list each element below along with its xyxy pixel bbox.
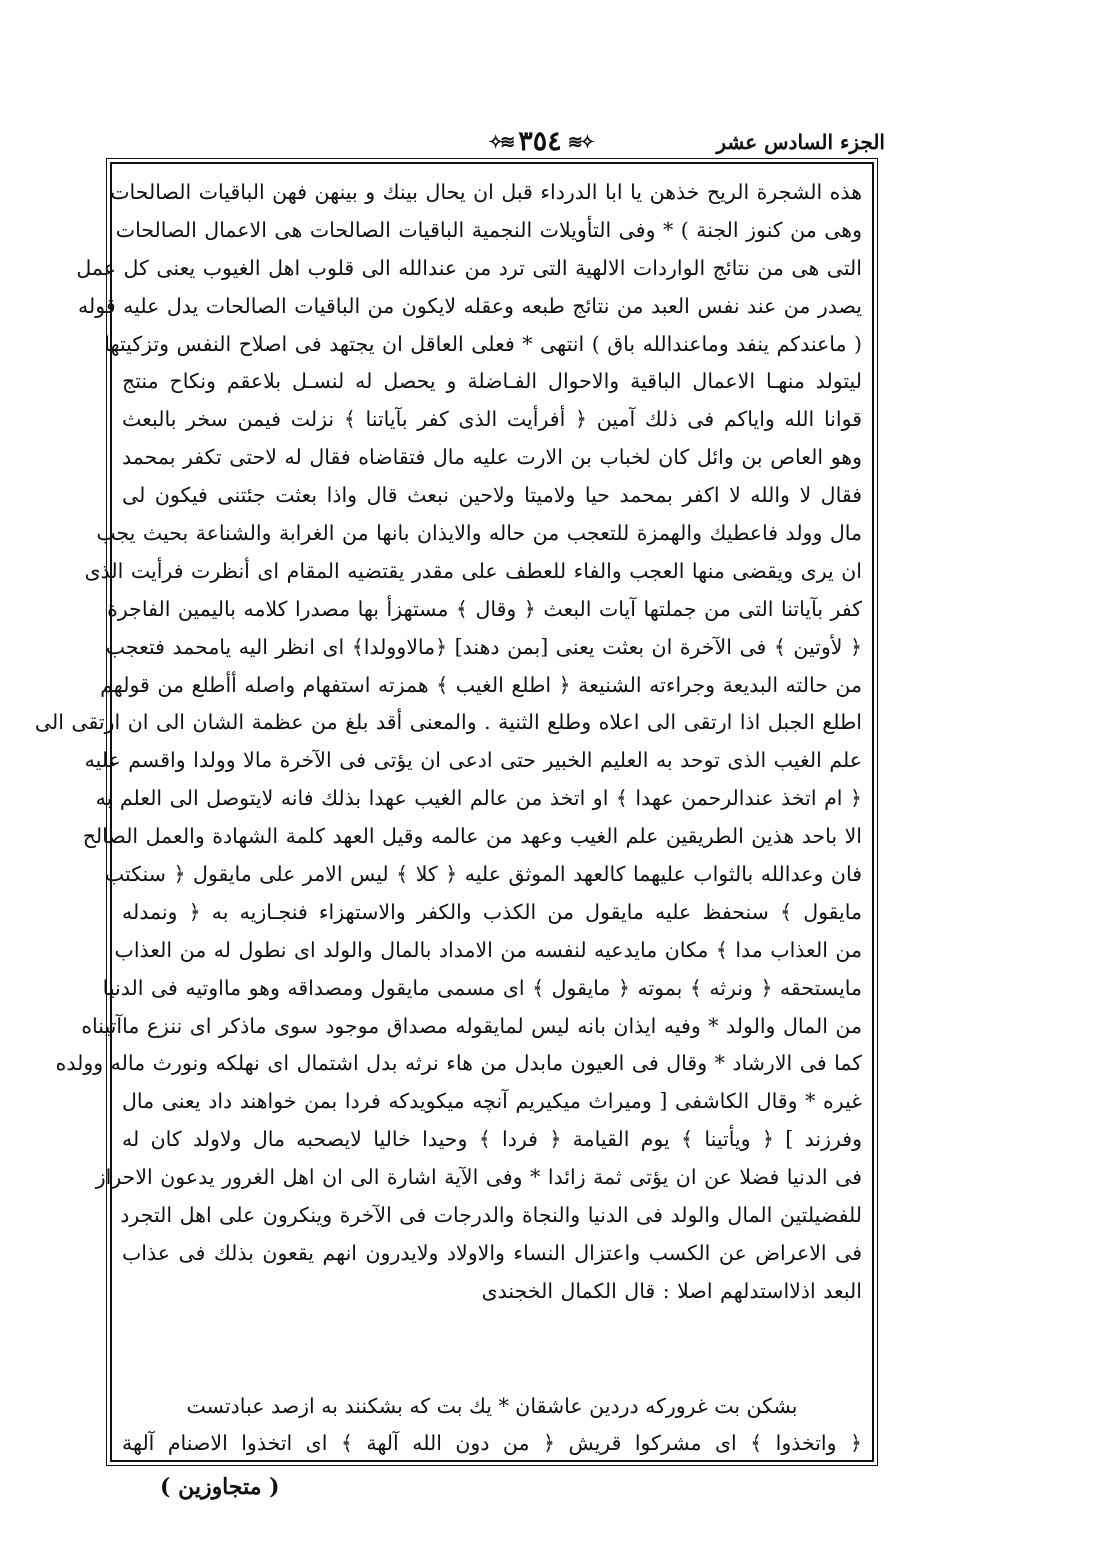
left-ornament: ✧≋ bbox=[567, 132, 592, 153]
catchword: ( متجاوزين ) bbox=[160, 1474, 280, 1500]
text-line: وفرزند ] ﴿ ويأتينا ﴾ يوم القيامة ﴿ فردا ﴾ وحيدا خاليا لايصحبه مال ولاولد كان له bbox=[122, 1127, 862, 1152]
page-header bbox=[110, 124, 885, 164]
running-head: الجزء السادس عشر bbox=[716, 130, 885, 154]
text-line: كما فى الارشاد * وقال فى العيون مابدل من هاء نرثه بدل اشتمال اى نهلكه ونورث ماله وولده bbox=[55, 1051, 862, 1076]
text-line: ليتولد منهـا الاعمال الباقية والاحوال الفـاضلة و يحصل له لنسـل بلاعقم ونكاح منتج bbox=[122, 369, 862, 394]
text-line: غيره * وقال الكاشفى [ وميراث ميكيريم آنچه ميكويدكه فردا بمن خواهند داد يعنى مال bbox=[122, 1089, 862, 1114]
text-line: علم الغيب الذى توحد به العليم الخبير حتى ادعى ان يؤتى فى الآخرة مالا وولدا واقسم عليه bbox=[84, 748, 862, 773]
text-line: من المال والولد * وفيه ايذان بانه ليس لمايقوله مصداق موجود سوى ماذكر اى ننزع ماآتيناه bbox=[81, 1013, 862, 1038]
text-frame bbox=[34, 162, 874, 1462]
text-line: وهو العاص بن وائل كان لخباب بن الارت عليه مال فتقاضاه فقال له لاحتى تكفر بمحمد bbox=[122, 445, 862, 470]
text-line: مايقول ﴾ سنحفظ عليه مايقول من الكذب والكفر والاستهزاء فنجـازيه به ﴿ ونمدله bbox=[122, 899, 862, 924]
text-line: ﴿ واتخذوا ﴾ اى مشركوا قريش ﴿ من دون الله آلهة ﴾ اى اتخذوا الاصنام آلهة bbox=[122, 1431, 862, 1455]
text-line: من حالته البديعة وجراءته الشنيعة ﴿ اطلع الغيب ﴾ همزته استفهام واصله أأطلع من قولهم bbox=[100, 672, 862, 697]
right-ornament: ≋✧ bbox=[488, 132, 513, 153]
text-line: قوانا الله واياكم فى ذلك آمين ﴿ أفرأيت الذى كفر بآياتنا ﴾ نزلت فيمن سخر بالبعث bbox=[122, 407, 862, 432]
text-line: ان يرى ويقضى منها العجب والفاء للعطف على مقدر يقتضيه المقام اى أنظرت فرأيت الذى bbox=[84, 558, 862, 583]
text-line: البعد اذلااستدلهم اصلا : قال الكمال الخجندى bbox=[481, 1278, 862, 1303]
page-number bbox=[440, 126, 640, 157]
text-line: هذه الشجرة الريح خذهن يا ابا الدرداء قبل ان يحال بينك و بينهن فهن الباقيات الصالحات bbox=[110, 180, 862, 204]
text-line: مال وولد فاعطيك والهمزة للتعجب من حاله والايذان بانها من الغرابة والشناعة بحيث يجب bbox=[96, 521, 862, 546]
poetry-verse: بشكن بت غروركه دردين عاشقان * يك بت كه بشكنند به ازصد عبادتست bbox=[186, 1394, 798, 1418]
text-line: مايستحقه ﴿ ونرثه ﴾ بموته ﴿ مايقول ﴾ اى مسمى مايقول ومصداقه وهو مااوتيه فى الدنيا bbox=[102, 975, 862, 1000]
text-line: فان وعدالله بالثواب عليهما كالعهد الموثق عليه ﴿ كلا ﴾ ليس الامر على مايقول ﴿ سنكتب bbox=[104, 862, 862, 887]
text-line: اطلع الجبل اذا ارتقى الى اعلاه وطلع الثنية . والمعنى أقد بلغ من عظمة الشان الى ان ارتقى الى bbox=[34, 710, 862, 735]
text-line: وهى من كنوز الجنة ) * وفى التأويلات النجمية الباقيات الصالحات هى الاعمال الصالحات bbox=[115, 217, 862, 242]
text-line: فى الدنيا فضلا عن ان يؤتى ثمة زائدا * وفى الآية اشارة الى ان اهل الغرور يدعون الاحراز bbox=[95, 1165, 862, 1190]
text-line: للفضيلتين المال والولد فى الدنيا والنجاة والدرجات فى الآخرة وينكرون على اهل التجرد bbox=[120, 1203, 862, 1228]
text-line: فى الاعراض عن الكسب واعتزال النساء والاولاد ولايدرون انهم يقعون بذلك فى عذاب bbox=[122, 1240, 862, 1265]
page-number-text: ٣٥٤ bbox=[518, 126, 562, 157]
text-line: فقال لا والله لا اكفر بمحمد حيا ولاميتا ولاحين نبعث قال واذا بعثت جئتنى فيكون لى bbox=[122, 483, 862, 508]
text-line: ﴿ لأوتين ﴾ فى الآخرة ان بعثت يعنى [بمن دهند] ﴿مالاوولدا﴾ اى انظر اليه يامحمد فتعجب bbox=[105, 634, 862, 659]
text-line: الا باحد هذين الطريقين علم الغيب وعهد من عالمه وقيل العهد كلمة الشهادة والعمل الصالح bbox=[82, 824, 862, 849]
text-line: ( ماعندكم ينفد وماعندالله باق ) انتهى * فعلى العاقل ان يجتهد فى اصلاح النفس وتزكيتها bbox=[104, 331, 862, 356]
body-text bbox=[34, 174, 862, 1311]
text-line: يصدر من عند نفس العبد من نتائج طبعه وعقله لايكون من الباقيات الصالحات يدل عليه قوله bbox=[78, 293, 862, 318]
text-line: من العذاب مدا ﴾ مكان مايدعيه لنفسه من الامداد بالمال والولد اى نطول له من العذاب bbox=[114, 937, 862, 962]
text-line: التى هى من نتائج الواردات الالهية التى ترد من عندالله الى قلوب اهل الغيوب يعنى كل عمل bbox=[76, 255, 862, 280]
text-line: ﴿ ام اتخذ عندالرحمن عهدا ﴾ او اتخذ من عالم الغيب عهدا بذلك فانه لايتوصل الى العلم به bbox=[95, 786, 862, 811]
text-line: كفر بآياتنا التى من جملتها آيات البعث ﴿ وقال ﴾ مستهزأ بها مصدرا كلامه باليمين الفاجرة bbox=[107, 596, 862, 621]
